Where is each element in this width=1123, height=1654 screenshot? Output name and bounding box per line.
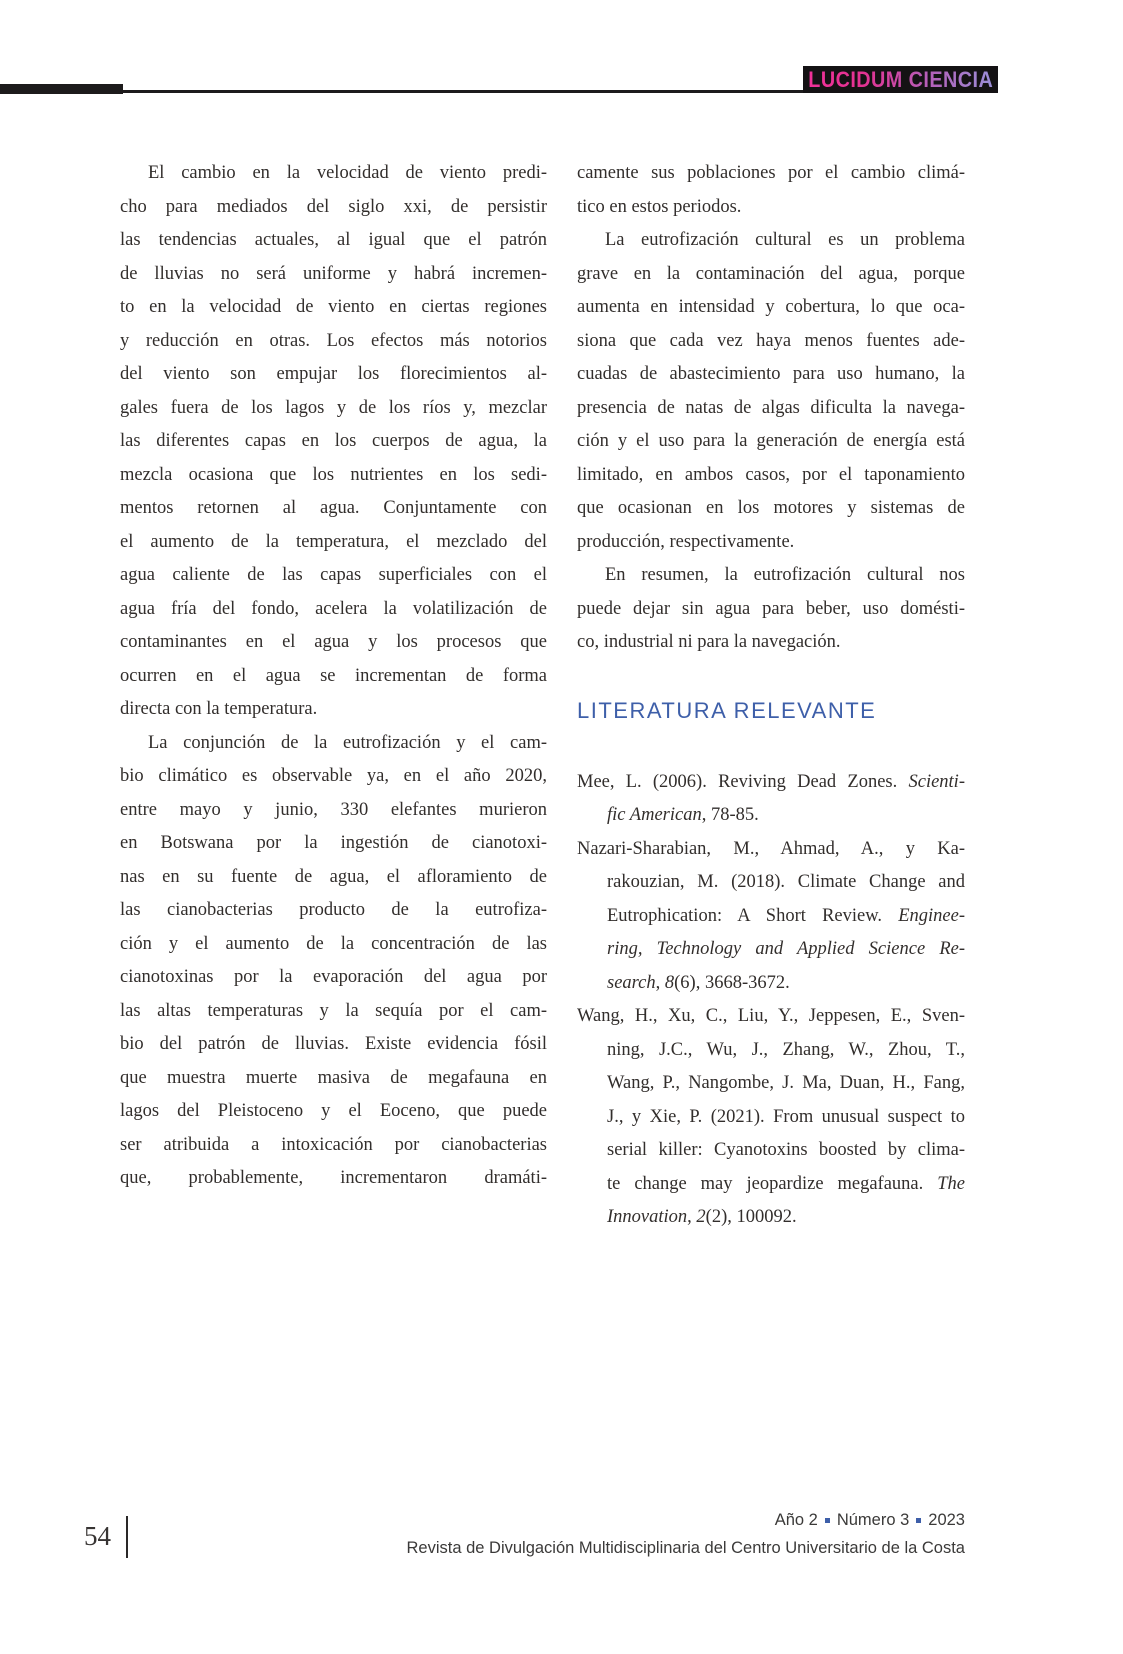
reference-line: Mee, L. (2006). Reviving Dead Zones. Scienti- — [577, 771, 965, 792]
journal-logo — [803, 66, 998, 93]
text-line: to en la velocidad de viento en ciertas regiones — [120, 297, 547, 317]
text-line: que muestra muerte masiva de megafauna en — [120, 1067, 547, 1088]
section-heading: LITERATURA RELEVANTE — [577, 697, 877, 723]
footer-divider — [126, 1516, 128, 1558]
text-line: y reducción en otras. Los efectos más notorios — [120, 330, 547, 351]
text-line: producción, respectivamente. — [577, 531, 795, 552]
text-line: ción y el uso para la generación de energía está — [577, 431, 965, 451]
issue-info — [406, 1506, 965, 1534]
reference-line: Eutrophication: A Short Review. Enginee- — [607, 905, 965, 926]
journal-logo-text: LUCIDUM CIENCIA — [808, 66, 993, 92]
text-line: ocurren en el agua se incrementan de forma — [120, 665, 547, 686]
text-line: camente sus poblaciones por el cambio climá- — [577, 163, 965, 183]
paragraph — [120, 727, 547, 1196]
text-line: La conjunción de la eutrofización y el cam- — [148, 732, 547, 753]
text-line: cianotoxinas por la evaporación del agua por — [120, 967, 547, 987]
page-number: 54 — [84, 1521, 111, 1551]
text-line: lagos del Pleistoceno y el Eoceno, que puede — [120, 1101, 547, 1121]
paragraph — [577, 157, 965, 224]
text-line: las cianobacterias producto de la eutrofiza- — [120, 900, 547, 920]
reference-item — [577, 1000, 965, 1235]
text-line: contaminantes en el agua y los procesos que — [120, 632, 547, 652]
text-line: tico en estos periodos. — [577, 196, 742, 217]
text-line: cuadas de abastecimiento para uso humano, la — [577, 364, 965, 384]
column-left — [120, 157, 547, 1235]
text-line: que ocasionan en los motores y sistemas de — [577, 498, 965, 518]
column-right — [577, 157, 965, 1235]
text-line: el aumento de la temperatura, el mezclado del — [120, 531, 547, 552]
text-line: gales fuera de los lagos y de los ríos y, mezclar — [120, 397, 547, 418]
text-line: las altas temperaturas y la sequía por el cam- — [120, 1000, 547, 1021]
footer-info — [406, 1506, 965, 1562]
text-line: nas en su fuente de agua, el afloramiento de — [120, 866, 547, 887]
text-line: directa con la temperatura. — [120, 699, 318, 719]
text-line: aumenta en intensidad y cobertura, lo que oca- — [577, 297, 965, 317]
text-line: ción y el aumento de la concentración de las — [120, 933, 547, 954]
text-line: entre mayo y junio, 330 elefantes murieron — [120, 799, 547, 820]
square-bullet-icon — [916, 1518, 921, 1523]
column-right-paragraphs — [577, 157, 965, 660]
reference-line: Innovation, 2(2), 100092. — [607, 1207, 797, 1227]
reference-line: ring, Technology and Applied Science Re- — [607, 939, 965, 959]
text-line: En resumen, la eutrofización cultural nos — [605, 565, 965, 585]
reference-line: rakouzian, M. (2018). Climate Change and — [607, 872, 965, 892]
paragraph — [577, 559, 965, 660]
text-line: siona que cada vez haya menos fuentes ade- — [577, 330, 965, 351]
reference-line: serial killer: Cyanotoxins boosted by clima- — [607, 1140, 965, 1160]
issue-edition: 2023 — [928, 1511, 965, 1529]
reference-item — [577, 833, 965, 1001]
text-line: bio del patrón de lluvias. Existe evidencia fósil — [120, 1034, 547, 1054]
article-body — [120, 157, 965, 1235]
text-line: las diferentes capas en los cuerpos de agua, la — [120, 431, 547, 451]
text-line: limitado, en ambos casos, por el taponamiento — [577, 464, 965, 485]
text-line: que, probablemente, incrementaron dramáti- — [120, 1168, 547, 1188]
reference-line: search, 8(6), 3668-3672. — [607, 972, 790, 993]
text-line: puede dejar sin agua para beber, uso domésti- — [577, 598, 965, 619]
text-line: El cambio en la velocidad de viento predi- — [148, 163, 547, 183]
reference-line: fic American, 78-85. — [607, 805, 759, 825]
text-line: agua caliente de las capas superficiales con el — [120, 565, 547, 585]
text-line: en Botswana por la ingestión de cianotoxi- — [120, 833, 547, 853]
text-line: co, industrial ni para la navegación. — [577, 632, 841, 652]
paragraph — [120, 157, 547, 727]
text-line: mentos retornen al agua. Conjuntamente con — [120, 498, 547, 518]
reference-line: ning, J.C., Wu, J., Zhang, W., Zhou, T., — [607, 1039, 965, 1060]
reference-line: Nazari-Sharabian, M., Ahmad, A., y Ka- — [577, 838, 965, 859]
reference-line: Wang, H., Xu, C., Liu, Y., Jeppesen, E., Sven- — [577, 1006, 965, 1026]
paragraph — [577, 224, 965, 559]
reference-line: J., y Xie, P. (2021). From unusual suspect to — [607, 1106, 965, 1127]
reference-line: te change may jeopardize megafauna. The — [607, 1173, 965, 1194]
reference-item — [577, 766, 965, 833]
text-line: cho para mediados del siglo xxi, de persistir — [120, 196, 547, 217]
text-line: La eutrofización cultural es un problema — [605, 230, 965, 250]
text-line: agua fría del fondo, acelera la volatilización de — [120, 598, 547, 619]
text-line: las tendencias actuales, al igual que el patrón — [120, 230, 547, 250]
journal-name: Revista de Divulgación Multidisciplinaria del Centro Universitario de la Costa — [406, 1539, 965, 1557]
text-line: mezcla ocasiona que los nutrientes en los sedi- — [120, 464, 547, 485]
references-list — [577, 766, 965, 1235]
issue-year: Año 2 — [774, 1511, 818, 1529]
text-line: del viento son empujar los florecimientos al- — [120, 364, 547, 384]
text-line: ser atribuida a intoxicación por cianobacterias — [120, 1134, 547, 1155]
text-line: grave en la contaminación del agua, porque — [577, 263, 965, 284]
text-line: presencia de natas de algas dificulta la navega- — [577, 397, 965, 418]
reference-line: Wang, P., Nangombe, J. Ma, Duan, H., Fang, — [607, 1073, 965, 1093]
issue-number: Número 3 — [836, 1511, 910, 1529]
text-line: bio climático es observable ya, en el año 2020, — [120, 766, 547, 786]
square-bullet-icon — [825, 1518, 830, 1523]
text-line: de lluvias no será uniforme y habrá incremen- — [120, 263, 547, 284]
